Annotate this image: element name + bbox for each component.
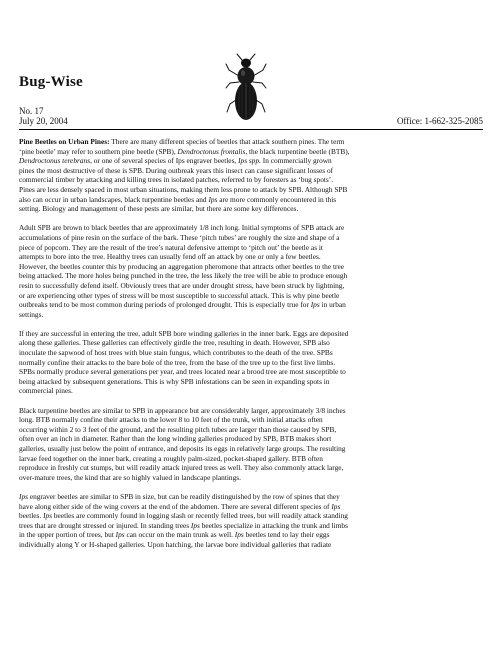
text-line: [19, 406, 483, 416]
text-line: [19, 291, 483, 301]
italic-run: Ips: [208, 194, 218, 204]
text-line: [19, 310, 483, 320]
header-divider: [19, 129, 483, 130]
text-run: setting. Biology and management of these pests are similar, but there are some key differences.: [19, 204, 299, 214]
issue-date: July 20, 2004: [19, 116, 68, 126]
text-run: SPBs normally produce several generations per year, and trees located near a brood tree are most susceptible to: [19, 367, 346, 377]
text-line: [19, 473, 483, 483]
text-line: [19, 540, 483, 550]
text-run: often over an inch in diameter. Rather than the long winding galleries produced by SPB, BTB makes short: [19, 434, 332, 444]
italic-run: Ips: [310, 300, 320, 310]
italic-run: Ips: [331, 501, 341, 511]
text-run: individually along Y or H-shaped galleries. Upon hatching, the larvae bore individual galleries that radiate: [19, 539, 332, 549]
text-run: Adult SPB are brown to black beetles that are approximately 1/8 inch long. Initial symptoms of SPB attack are: [19, 223, 345, 233]
italic-run: Ips: [43, 511, 53, 521]
italic-run: Ips spp.: [238, 156, 261, 166]
text-line: [19, 281, 483, 291]
text-line: [19, 530, 483, 540]
text-line: [19, 358, 483, 368]
paragraph: [19, 406, 483, 483]
text-run: accumulations of pine resin on the surface of the bark. These ‘pitch tubes’ are roughly the size and shape of a: [19, 232, 340, 242]
text-line: [19, 521, 483, 531]
text-line: [19, 223, 483, 233]
text-line: [19, 243, 483, 253]
paragraph: [19, 329, 483, 396]
text-run: beetles specialize in attacking the trunk and limbs: [199, 520, 348, 530]
text-run: larvae feed together on the inner bark, creating a roughly palm-sized, pocket-shaped gallery. BTB often: [19, 453, 323, 463]
text-run: resin to successfully defend itself. Obviously trees that are under drought stress, have been struck by lightning,: [19, 280, 345, 290]
paragraph: [19, 492, 483, 550]
text-line: [19, 415, 483, 425]
italic-run: Ips: [115, 530, 125, 540]
text-line: [19, 348, 483, 358]
text-run: being attacked by subsequent generations. This is why SPB infestations can be seen in expanding spots in: [19, 376, 330, 386]
italic-run: Ips: [234, 530, 244, 540]
text-line: [19, 147, 483, 157]
text-line: [19, 300, 483, 310]
newsletter-header: [19, 0, 483, 140]
text-run: engraver beetles are similar to SPB in size, but can be readily distinguished by the row of spines that they: [27, 491, 340, 501]
text-run: ‘pine beetle’ may refer to southern pine beetle (SPB),: [19, 146, 178, 156]
text-run: If they are successful in entering the tree, adult SPB bore winding galleries in the inner bark. Eggs are deposited: [19, 328, 349, 338]
text-line: [19, 367, 483, 377]
text-run: in the upper portion of trees, but: [19, 530, 116, 540]
italic-run: Dendroctonus terebrans: [19, 156, 91, 166]
beetle-illustration: [225, 52, 267, 124]
text-run: However, the beetles counter this by producing an aggregation pheromone that attracts other beetles to the tree: [19, 261, 344, 271]
text-run: over-mature trees, the kind that are so highly valued in landscape plantings.: [19, 472, 241, 482]
text-line: [19, 252, 483, 262]
text-run: , or one of several species of Ips engraver beetles,: [90, 156, 239, 166]
text-line: [19, 502, 483, 512]
text-line: [19, 195, 483, 205]
text-run: settings.: [19, 309, 44, 319]
text-line: [19, 444, 483, 454]
article-body: [19, 137, 483, 559]
text-run: normally confine their attacks to the bare bole of the tree, from the base of the tree up to the first live limbs.: [19, 357, 336, 367]
issue-meta: [19, 106, 68, 126]
text-line: [19, 262, 483, 272]
text-run: beetles.: [19, 511, 44, 521]
text-run: are more commonly encountered in this: [217, 194, 337, 204]
text-run: trees that are drought stressed or injured. In standing trees: [19, 520, 191, 530]
text-line: [19, 338, 483, 348]
text-run: along these galleries. These galleries can effectively girdle the tree, resulting in death. However, SPB also: [19, 338, 330, 348]
text-run: , the black turpentine beetle (BTB),: [245, 146, 350, 156]
text-run: piece of popcorn. They are the result of the tree’s natural defensive attempt to ‘pitch out’ the beetle as it: [19, 242, 323, 252]
text-run: inoculate the sapwood of host trees with blue stain fungus, which contributes to the death of the tree. SPBs: [19, 348, 333, 358]
text-line: [19, 329, 483, 339]
text-run: long. BTB normally confine their attacks to the lower 8 to 10 feet of the trunk, with initial attacks often: [19, 415, 323, 425]
text-line: [19, 137, 483, 147]
text-run: Black turpentine beetles are similar to SPB in appearance but are considerably larger, approximately 3/8 inches: [19, 405, 346, 415]
italic-run: Ips: [190, 520, 200, 530]
text-run: Pines are less densely spaced in most urban situations, making them less prone to attack by SPB. Although SPB: [19, 184, 348, 194]
text-line: [19, 425, 483, 435]
text-run: have along either side of the wing covers at the end of the abdomen. There are several different species of: [19, 501, 332, 511]
text-run: pines the most destructive of these is SPB. During outbreak years this insect can cause significant losses of: [19, 165, 334, 175]
text-run: beetles are commonly found in logging slash or recently felled trees, but will readily attack standing: [52, 511, 348, 521]
text-run: occurring within 2 to 3 feet of the ground, and the resulting pitch tubes are larger than those caused by SPB,: [19, 424, 337, 434]
text-line: [19, 185, 483, 195]
text-line: [19, 166, 483, 176]
office-phone: Office: 1-662-325-2085: [396, 116, 483, 126]
text-run: commercial timber by attacking and killing trees in isolated patches, referred to by foresters as ‘bug spots’.: [19, 175, 334, 185]
newsletter-title: Bug-Wise: [19, 74, 83, 90]
italic-run: Dendroctonus frontalis: [177, 146, 246, 156]
text-line: [19, 511, 483, 521]
text-line: [19, 454, 483, 464]
text-line: [19, 377, 483, 387]
text-run: reproduce in freshly cut stumps, but will readily attack injured trees as well. They also commonly attack large,: [19, 463, 344, 473]
text-line: [19, 204, 483, 214]
text-run: commercial pines.: [19, 386, 73, 396]
text-run: In commercially grown: [260, 156, 332, 166]
text-run: also can occur in urban landscapes, black turpentine beetles and: [19, 194, 209, 204]
italic-run: Ips: [19, 491, 28, 501]
text-line: [19, 175, 483, 185]
text-run: attempts to bore into the tree. Healthy trees can usually fend off an attack by one or only a few beetles.: [19, 252, 321, 262]
text-run: galleries, usually just below the point of entrance, and deposits its eggs in relatively large groups. The resulting: [19, 444, 346, 453]
paragraph: [19, 223, 483, 319]
text-run: can occur on the main trunk as well.: [124, 530, 235, 540]
text-line: [19, 492, 483, 502]
paragraph: [19, 137, 483, 214]
text-run: in urban: [319, 300, 346, 310]
text-run: or are experiencing other types of stress will be most susceptible to successful attack. This is why pine beetle: [19, 290, 340, 300]
text-run: outbreaks tend to be most common during periods of prolonged drought. This is especially true for: [19, 300, 311, 310]
text-line: [19, 156, 483, 166]
issue-number: No. 17: [19, 106, 44, 116]
text-line: [19, 386, 483, 396]
text-line: [19, 463, 483, 473]
text-line: [19, 233, 483, 243]
text-run: beetles tend to lay their eggs: [243, 530, 330, 540]
text-run: being attacked. The more holes being punched in the tree, the less likely the tree will be able to produce enough: [19, 271, 348, 281]
text-line: [19, 271, 483, 281]
text-line: [19, 434, 483, 444]
text-run: There are many different species of beetles that attack southern pines. The term: [109, 137, 345, 146]
heading-run: Pine Beetles on Urban Pines:: [19, 137, 110, 146]
